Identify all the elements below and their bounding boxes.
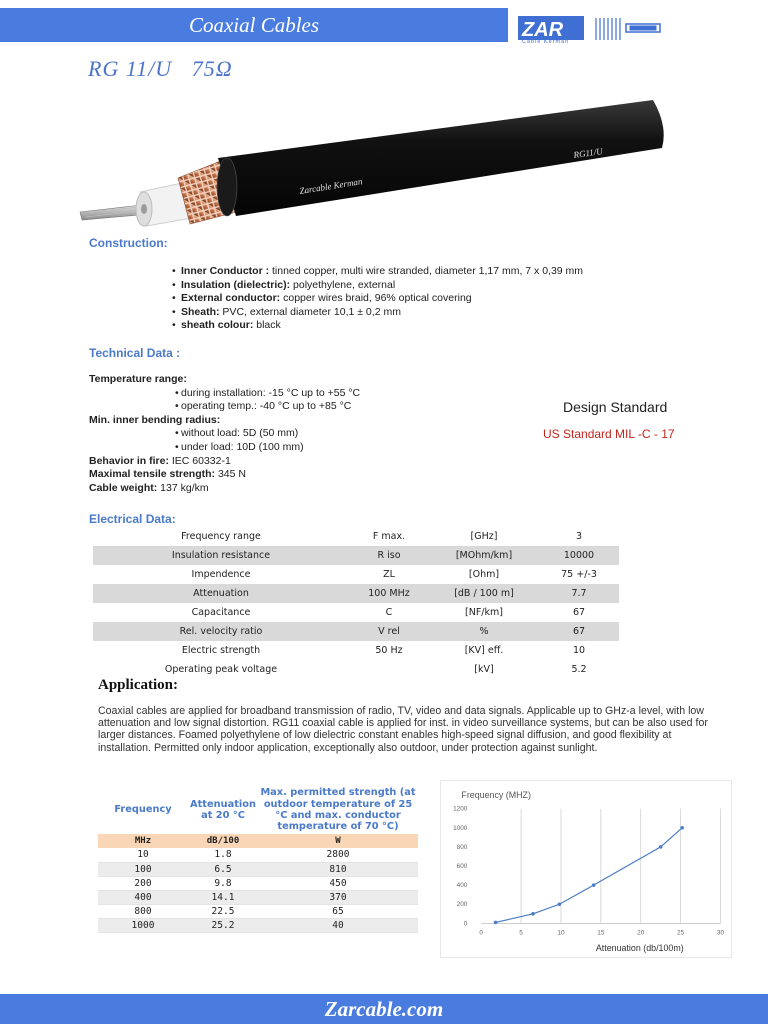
x-tick-label: 30: [716, 929, 725, 937]
y-tick-label: 0: [463, 920, 468, 928]
data-point: [558, 902, 562, 906]
construction-item: • sheath colour: black: [172, 319, 583, 333]
table-row: Operating peak voltage [kV] 5.2: [164, 664, 587, 675]
construction-item: • Sheath: PVC, external diameter 10,1 ± 0,2 mm: [172, 306, 583, 320]
header-bar: [0, 8, 508, 42]
y-tick-label: 1000: [453, 824, 468, 832]
tensile-strength: Maximal tensile strength: 345 N: [89, 468, 246, 481]
zarcable-logo: [516, 14, 662, 44]
design-standard-heading: Design Standard: [563, 399, 668, 415]
temp-range-label: Temperature range:: [89, 373, 187, 385]
table-row: 100 6.5 810: [98, 862, 418, 876]
x-tick-label: 0: [479, 929, 483, 937]
construction-item: • External conductor: copper wires braid, 96% optical covering: [172, 292, 583, 306]
technical-heading: Technical Data :: [89, 346, 181, 360]
cable-print-brand: Zarcable Kerman: [298, 176, 363, 196]
temp-operating: • operating temp.: -40 °C up to +85 °C: [89, 400, 509, 414]
electrical-table: [93, 527, 619, 679]
cable-weight: Cable weight: 137 kg/km: [89, 481, 209, 494]
data-point: [592, 883, 596, 887]
x-tick-label: 10: [557, 929, 565, 937]
table-header-row: [98, 786, 418, 834]
x-tick-label: 15: [597, 929, 605, 937]
y-tick-label: 800: [456, 843, 468, 851]
chart-title: Frequency (MHZ): [461, 789, 531, 800]
application-heading: Application:: [98, 677, 179, 693]
table-row: Electric strength 50 Hz [KV] eff. 10: [181, 645, 586, 656]
series-line: [496, 828, 683, 923]
fire-behavior: Behavior in fire: IEC 60332-1: [89, 454, 231, 467]
bend-radius-label: Min. inner bending radius:: [89, 413, 221, 426]
footer-website[interactable]: Zarcable.com: [324, 997, 444, 1021]
table-units-row: MHz dB/100 W: [98, 834, 418, 848]
bend-under-load: • under load: 10D (100 mm): [89, 441, 509, 455]
application-text: Coaxial cables are applied for broadband transmission of radio, TV, video and data signals. Applicable up to GHz-a level, with low attenuation and low signal distortion. RG11 coaxial cable is applied for inst. in video surveillance systems, but can be also used for larger distances. Foamed polyethylene of low dielectric constant enables high-speed signal diffusion, and good flexibility at installation. Permitted only indoor application, exceptionally also outdoor, under protection against sunlight.: [98, 705, 708, 754]
table-row: 1000 25.2 40: [98, 918, 418, 932]
table-row: Frequency range F max. [GHz] 3: [181, 531, 583, 542]
table-row: 200 9.8 450: [98, 876, 418, 890]
technical-data: [89, 373, 509, 495]
chart-xlabel: Attenuation (db/100m): [595, 943, 684, 954]
construction-item: • Insulation (dielectric): polyethylene, external: [172, 279, 583, 293]
table-row: Attenuation 100 MHz [dB / 100 m] 7.7: [93, 584, 619, 603]
cable-print-model: RG11/U: [572, 145, 604, 160]
temp-install: • during installation: -15 °C up to +55 °C: [89, 387, 509, 401]
y-tick-label: 400: [456, 882, 468, 890]
y-tick-label: 1200: [453, 805, 468, 813]
table-row: 10 1.8 2800: [98, 848, 418, 862]
electrical-heading: Electrical Data:: [89, 512, 176, 526]
construction-list: [172, 265, 583, 333]
col-header-frequency: Frequency: [114, 804, 172, 816]
logo-subtitle: Cable Kerman: [522, 39, 570, 44]
data-point: [659, 845, 663, 849]
table-row: 400 14.1 370: [98, 890, 418, 904]
col-header-attenuation: Attenuation at 20 °C: [190, 798, 256, 821]
data-point: [531, 912, 535, 916]
col-header-max-strength: Max. permitted strength (at outdoor temperature of 25 °C and max. conductor temperature of 70 °C): [260, 787, 416, 833]
x-tick-label: 25: [677, 929, 685, 937]
table-row: Capacitance C [NF/km] 67: [191, 607, 586, 618]
footer-bar: [0, 994, 768, 1024]
design-standard-value: US Standard MIL -C - 17: [543, 427, 675, 441]
frequency-table: [98, 786, 418, 933]
table-row: Rel. velocity ratio V rel % 67: [93, 622, 619, 641]
y-tick-label: 200: [456, 901, 468, 909]
data-point: [680, 826, 684, 830]
table-row: 800 22.5 65: [98, 904, 418, 918]
y-tick-label: 600: [456, 863, 468, 871]
logo-brand: ZAR: [522, 19, 564, 41]
table-row: Impendence ZL [Ohm] 75 +/-3: [191, 569, 597, 580]
cable-jacket: [217, 100, 664, 216]
product-title: RG 11/U 75Ω: [88, 56, 233, 81]
x-tick-label: 5: [519, 929, 523, 937]
x-tick-label: 20: [637, 929, 645, 937]
construction-heading: Construction:: [89, 236, 168, 250]
cable-image: [78, 92, 668, 232]
logo-cable-icon: [596, 18, 660, 40]
header-title: Coaxial Cables: [188, 13, 320, 37]
bend-without-load: • without load: 5D (50 mm): [89, 427, 509, 441]
data-point: [494, 921, 498, 925]
table-row: Insulation resistance R iso [MOhm/km] 10000: [93, 546, 619, 565]
construction-item: • Inner Conductor : tinned copper, multi wire stranded, diameter 1,17 mm, 7 x 0,39 mm: [172, 265, 583, 279]
attenuation-chart: [440, 780, 732, 958]
